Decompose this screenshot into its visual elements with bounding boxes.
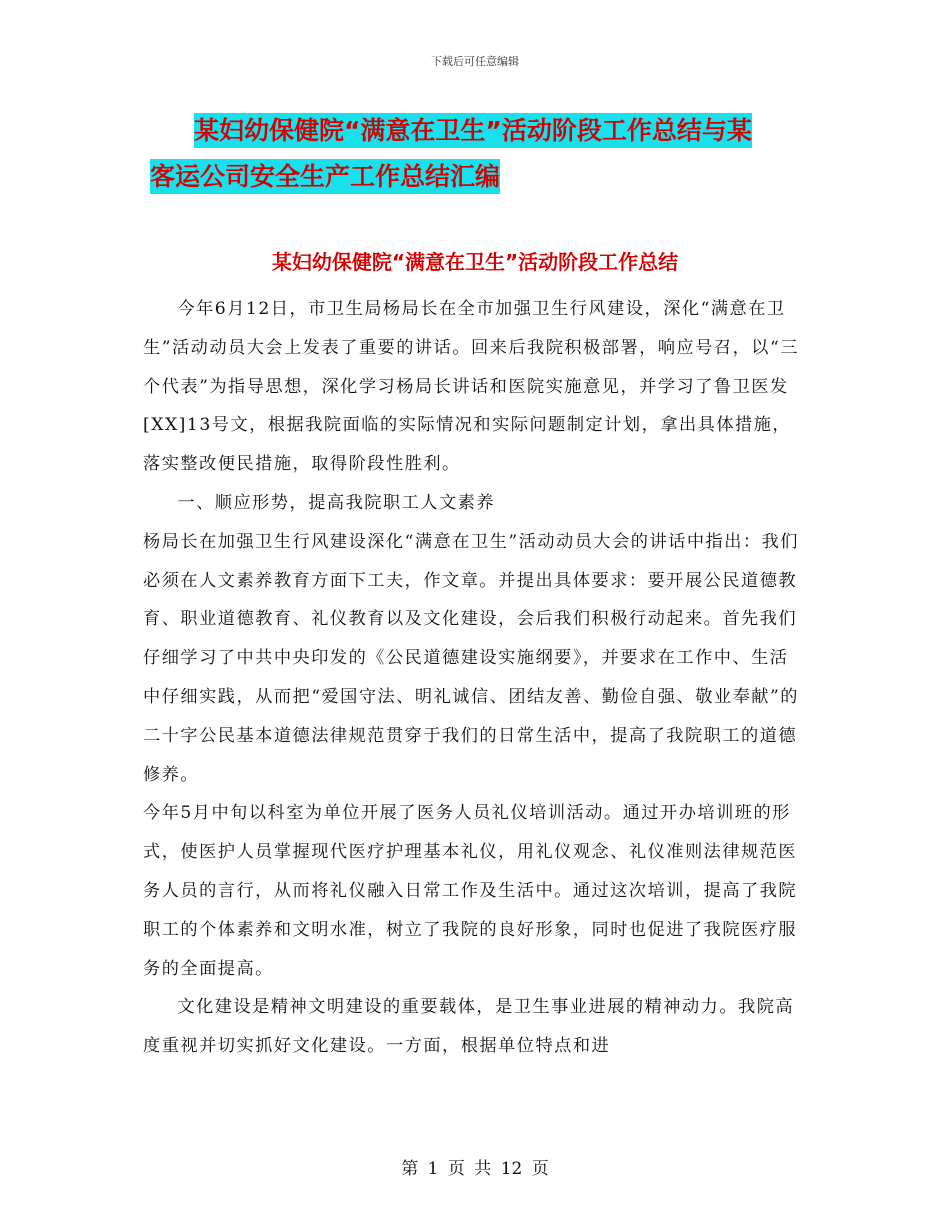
title-line-2-text: 客运公司安全生产工作总结汇编 [150,159,500,194]
title-line-1-text: 某妇幼保健院“满意在卫生”活动阶段工作总结与某 [194,113,752,148]
paragraph-training: 今年5月中旬以科室为单位开展了医务人员礼仪培训活动。通过开办培训班的形式，使医护人员掌握现代医疗护理基本礼仪，用礼仪观念、礼仪准则法律规范医务人员的言行，从而将礼仪融入日常工作及生活中。通过这次培训，提高了我院职工的个体素养和文明水准，树立了我院的良好形象，同时也促进了我院医疗服务的全面提高。 [143,803,798,979]
paragraph-heading-1: 一、顺应形势，提高我院职工人文素养 [177,492,496,513]
paragraph-intro: 今年6月12日，市卫生局杨局长在全市加强卫生行风建设，深化“满意在卫生”活动动员大会上发表了重要的讲话。回来后我院积极部署，响应号召，以“三个代表”为指导思想，深化学习杨局长讲话和医院实施意见，并学习了鲁卫医发[XX]13号文，根据我院面临的实际情况和实际问题制定计划，拿出具体措施，落实整改便民措施，取得阶段性胜利。 [143,299,799,475]
paragraph-speech: 杨局长在加强卫生行风建设深化“满意在卫生”活动动员大会的讲话中指出：我们必须在人文素养教育方面下工夫，作文章。并提出具体要求：要开展公民道德教育、职业道德教育、礼仪教育以及文化建设，会后我们积极行动起来。首先我们仔细学习了中共中央印发的《公民道德建设实施纲要》，并要求在工作中、生活中仔细实践，从而把“爱国守法、明礼诚信、团结友善、勤俭自强、敬业奉献”的二十字公民基本道德法律规范贯穿于我们的日常生活中，提高了我院职工的道德修养。 [143,531,799,785]
title-line-1 [150,108,800,154]
body-text [143,290,803,1066]
section-title: 某妇幼保健院“满意在卫生”活动阶段工作总结 [271,250,679,274]
title-line-2 [150,154,800,200]
header-note: 下载后可任意编辑 [431,55,519,68]
page-footer: 第 1 页 共 12 页 [401,1159,549,1179]
paragraph-culture: 文化建设是精神文明建设的重要载体，是卫生事业进展的精神动力。我院高度重视并切实抓好文化建设。一方面，根据单位特点和进 [143,997,795,1057]
document-title [150,108,800,200]
